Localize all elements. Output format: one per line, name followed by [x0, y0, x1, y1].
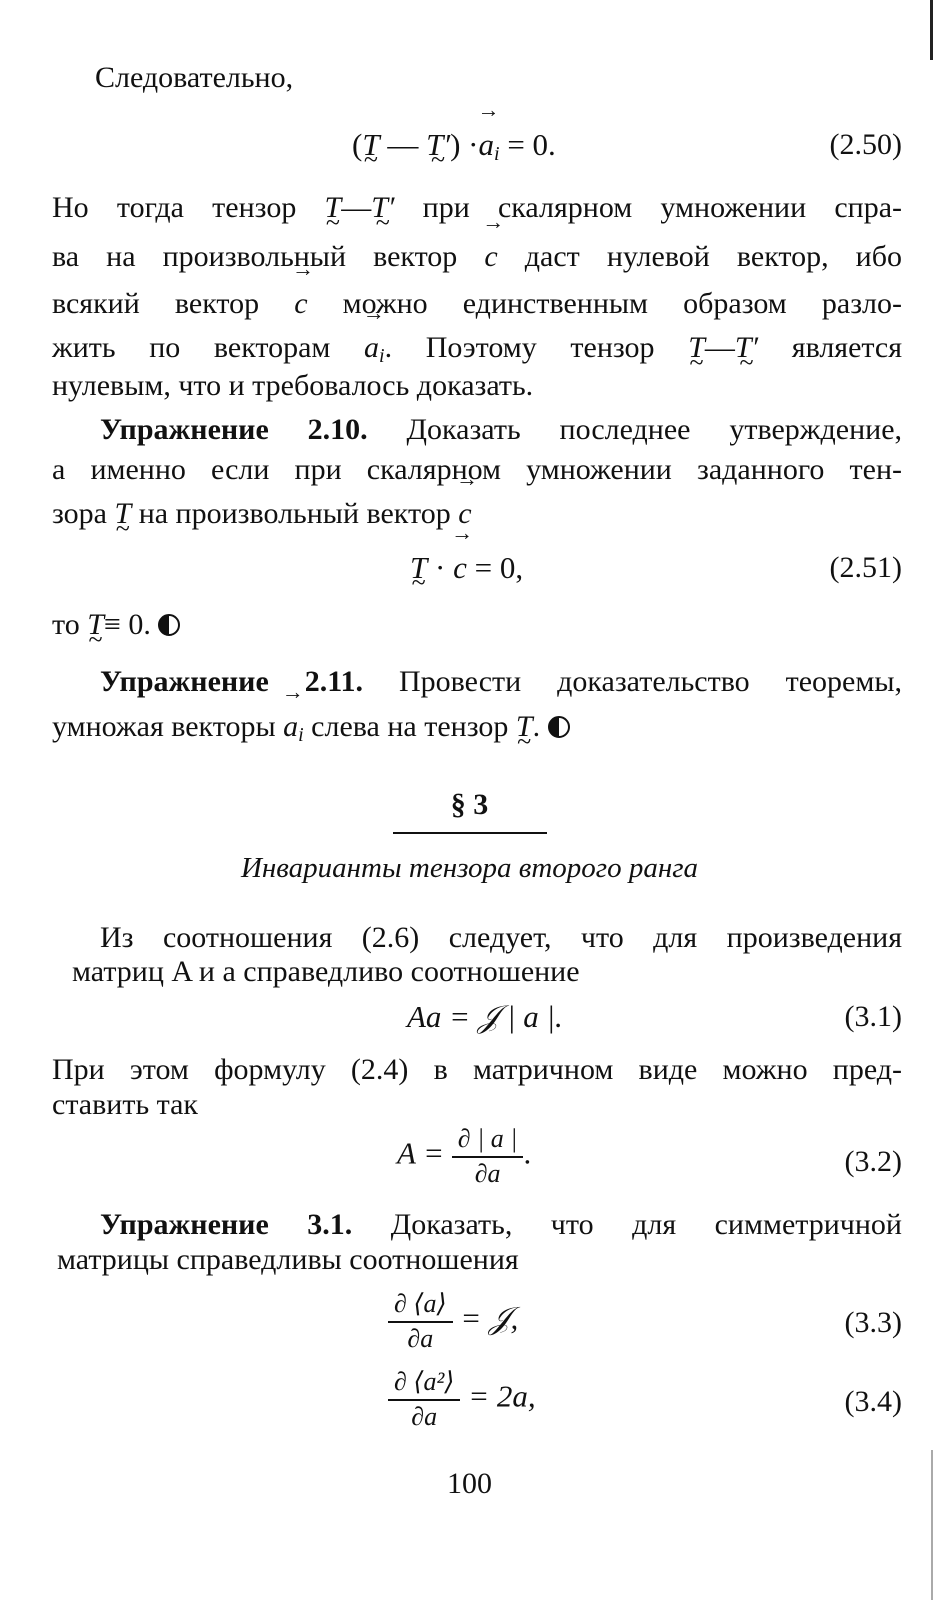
section-mark: § 3 [450, 788, 489, 821]
paragraph-line: умножая векторы → $a_i$ слева на тензор T ~. [52, 707, 902, 755]
equation-label: (2.50) [829, 128, 902, 161]
scan-edge-mark [930, 0, 933, 60]
paragraph-line: Из соотношения (2.6) следует, что для произведения [100, 921, 902, 954]
paragraph-line: Но тогда тензор T ~—T′ ~ при скалярном умножении спра- [52, 188, 902, 228]
paragraph-line: всякий вектор → c можно единственным образом разло- [52, 284, 902, 324]
paragraph-line: а именно если при скалярном умножении заданного тен- [52, 453, 902, 486]
equation-3-1: Aa = 𝒥 | a |. [407, 999, 563, 1034]
fraction: $\frac{\partial | a |}{\partial a}$ [452, 1125, 524, 1188]
equation-label: (3.4) [844, 1385, 902, 1418]
exercise-2-11-line: Упражнение 2.11. Провести доказательство теоремы, [100, 665, 902, 698]
fraction: $\frac{\text{∂ ⟨a²⟩}}{\partial a}$ [388, 1368, 460, 1431]
section-divider [393, 832, 547, 834]
paragraph-line: матрицы справедливы соотношения [57, 1243, 519, 1276]
equation-2-50: (T ~ — T′ ~) ·→ $a_i = 0$. [352, 125, 556, 174]
section-title: Инварианты тензора второго ранга [240, 852, 699, 884]
equation-3-4: $\frac{\text{∂ ⟨a²⟩}}{\partial a}$ = 2a, [388, 1368, 536, 1431]
exercise-3-1-line: Упражнение 3.1. Доказать, что для симметричной [100, 1208, 902, 1241]
end-of-exercise-icon [548, 716, 570, 738]
equation-label: (3.2) [844, 1145, 902, 1178]
page-number: 100 [447, 1467, 492, 1500]
paragraph-line: то T ~≡ 0. [52, 605, 902, 645]
equation-label: (3.1) [844, 1000, 902, 1033]
paragraph-line: зора T ~ на произвольный вектор → c [52, 494, 902, 534]
equation-3-3: $\frac{\partial ⟨a⟩}{\partial a}$ = 𝒥, [388, 1290, 518, 1353]
paragraph-line: нулевым, что и требовалось доказать. [52, 369, 534, 402]
equation-label: (2.51) [829, 551, 902, 584]
paragraph-line: ставить так [52, 1088, 198, 1121]
equation-label: (3.3) [844, 1306, 902, 1339]
paragraph-line: При этом формулу (2.4) в матричном виде можно пред- [52, 1053, 902, 1086]
equation-3-2: A = $\frac{\partial | a |}{\partial a}$ . [397, 1124, 532, 1188]
equation-2-51: T ~ · → c = 0, [410, 548, 523, 588]
intro-text: Следовательно, [95, 61, 294, 94]
paragraph-line: ва на произвольный вектор → c даст нулевой вектор, ибо [52, 237, 902, 277]
paragraph-line: жить по векторам → $a_i$. Поэтому тензор T ~—T′ ~ является [52, 328, 902, 376]
paragraph-line: матриц A и a справедливо соотношение [72, 955, 580, 988]
exercise-2-10-line: Упражнение 2.10. Доказать последнее утверждение, [100, 413, 903, 446]
end-of-exercise-icon [158, 614, 180, 636]
fraction: $\frac{\partial ⟨a⟩}{\partial a}$ [388, 1290, 453, 1353]
